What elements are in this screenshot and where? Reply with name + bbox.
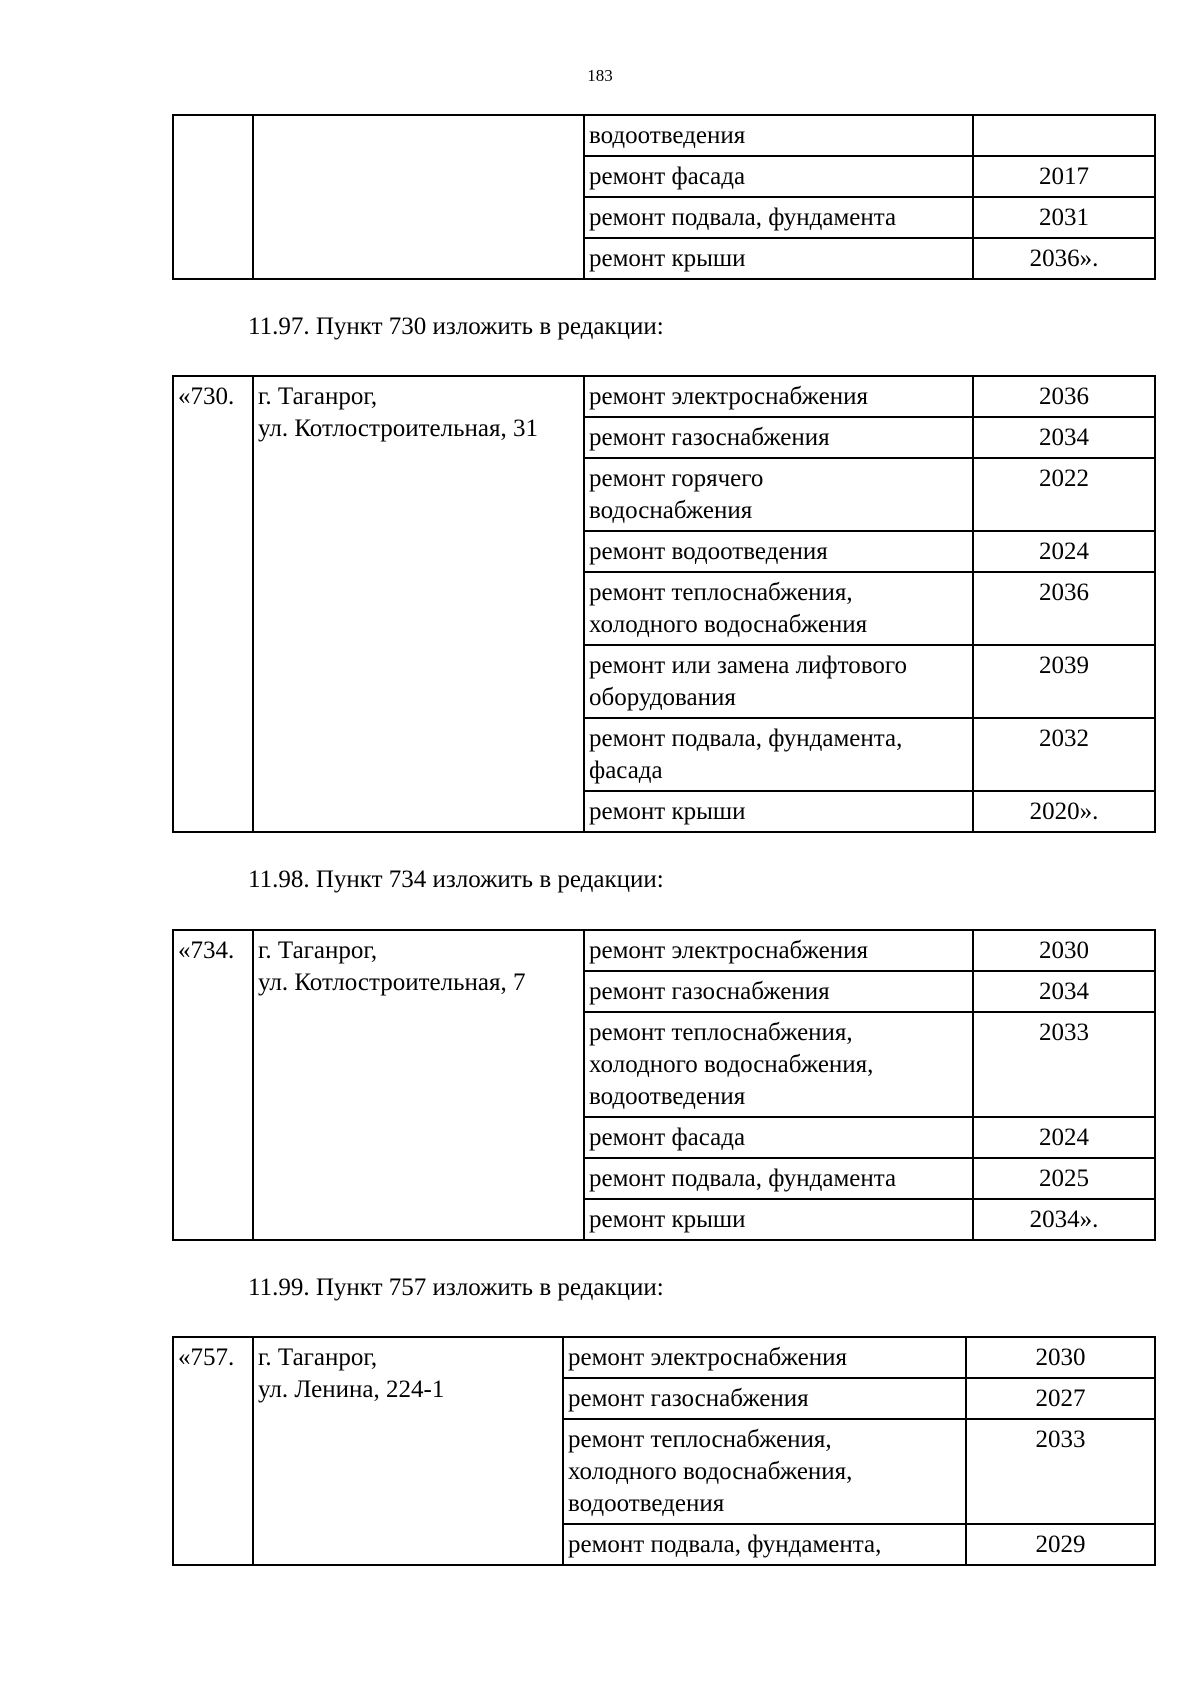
work-type-cell <box>584 156 973 197</box>
address-cell <box>253 930 584 1240</box>
work-type: ремонт электроснабжения <box>568 1344 847 1371</box>
section-table <box>172 929 1156 1241</box>
year-cell <box>973 376 1155 417</box>
item-number: «730. <box>178 383 235 410</box>
year-value: 2031 <box>1039 204 1089 231</box>
year-value: 2032 <box>1039 725 1089 752</box>
work-type: ремонт горячего <box>589 465 764 492</box>
work-type: холодного водоснабжения, <box>589 1051 874 1078</box>
section-heading: 11.99. Пункт 757 изложить в редакции: <box>248 1274 664 1301</box>
work-type-cell <box>584 718 973 791</box>
work-type: ремонт или замена лифтового <box>589 652 907 679</box>
year-value: 2025 <box>1039 1165 1089 1192</box>
work-type-cell <box>584 791 973 832</box>
work-type-cell <box>563 1378 966 1419</box>
work-type: водоснабжения <box>589 497 753 524</box>
year-cell <box>973 156 1155 197</box>
item-number-cell <box>173 115 253 279</box>
work-type: ремонт водоотведения <box>589 538 828 565</box>
year-value: 2036 <box>1039 579 1089 606</box>
year-value: 2034 <box>1039 978 1089 1005</box>
item-number-cell <box>173 376 253 832</box>
item-number: «734. <box>178 937 235 964</box>
work-type: ремонт газоснабжения <box>568 1385 809 1412</box>
year-cell <box>973 971 1155 1012</box>
year-cell <box>973 531 1155 572</box>
item-number-cell <box>173 1337 253 1565</box>
year-cell <box>973 791 1155 832</box>
work-type: ремонт фасада <box>589 1124 746 1151</box>
year-cell <box>973 645 1155 718</box>
work-type-cell <box>584 376 973 417</box>
address-line: ул. Ленина, 224-1 <box>258 1376 445 1403</box>
year-value: 2033 <box>1039 1019 1089 1046</box>
year-cell <box>966 1524 1155 1565</box>
work-type: ремонт подвала, фундамента <box>589 1165 897 1192</box>
section-heading: 11.97. Пункт 730 изложить в редакции: <box>248 313 664 340</box>
table-row <box>173 115 1155 156</box>
work-type: водоотведения <box>589 1083 746 1110</box>
year-value: 2034 <box>1039 424 1089 451</box>
continuation-table-body <box>173 115 1155 279</box>
work-type: ремонт крыши <box>589 1206 746 1233</box>
address-line: г. Таганрог, <box>258 937 378 964</box>
year-cell <box>973 930 1155 971</box>
work-type-cell <box>584 1012 973 1117</box>
year-cell <box>973 417 1155 458</box>
work-type: ремонт электроснабжения <box>589 383 868 410</box>
work-type: холодного водоснабжения, <box>568 1458 853 1485</box>
work-type-cell <box>584 458 973 531</box>
continuation-table <box>172 114 1156 280</box>
year-cell <box>973 718 1155 791</box>
address-cell <box>253 115 584 279</box>
address-line: г. Таганрог, <box>258 383 378 410</box>
year-value: 2030 <box>1035 1344 1086 1371</box>
work-type: ремонт подвала, фундамента, <box>589 725 903 752</box>
work-type: ремонт теплоснабжения, <box>568 1426 832 1453</box>
work-type: ремонт крыши <box>589 245 746 272</box>
year-value: 2030 <box>1039 937 1089 964</box>
year-value: 2020». <box>1029 798 1099 825</box>
work-type: ремонт подвала, фундамента, <box>568 1531 882 1558</box>
work-type: водоотведения <box>589 122 746 149</box>
year-value: 2017 <box>1039 163 1089 190</box>
table-row <box>173 1337 1155 1378</box>
work-type-cell <box>584 645 973 718</box>
year-cell <box>973 1117 1155 1158</box>
year-cell <box>973 458 1155 531</box>
year-value: 2036». <box>1029 245 1099 272</box>
work-type-cell <box>584 417 973 458</box>
year-cell <box>966 1378 1155 1419</box>
work-type: ремонт фасада <box>589 163 746 190</box>
work-type-cell <box>584 572 973 645</box>
address-cell <box>253 1337 563 1565</box>
year-cell <box>973 1199 1155 1240</box>
work-type: ремонт подвала, фундамента <box>589 204 897 231</box>
year-cell <box>973 572 1155 645</box>
address-line: ул. Котлостроительная, 7 <box>258 969 526 996</box>
work-type-cell <box>584 115 973 156</box>
work-type-cell <box>584 1158 973 1199</box>
year-value: 2034». <box>1029 1206 1099 1233</box>
work-type: водоотведения <box>568 1490 725 1517</box>
section-table <box>172 375 1156 833</box>
address-line: г. Таганрог, <box>258 1344 378 1371</box>
work-type-cell <box>563 1419 966 1524</box>
work-type: холодного водоснабжения <box>589 611 868 638</box>
year-cell <box>966 1337 1155 1378</box>
year-value: 2022 <box>1039 465 1089 492</box>
work-type: ремонт электроснабжения <box>589 937 868 964</box>
work-type-cell <box>584 1199 973 1240</box>
work-type: ремонт теплоснабжения, <box>589 1019 853 1046</box>
work-type: ремонт крыши <box>589 798 746 825</box>
work-type-cell <box>584 238 973 279</box>
year-cell <box>973 197 1155 238</box>
work-type: фасада <box>589 757 663 784</box>
work-type: ремонт газоснабжения <box>589 978 830 1005</box>
section-heading: 11.98. Пункт 734 изложить в редакции: <box>248 866 664 893</box>
table-row <box>173 376 1155 417</box>
year-value: 2027 <box>1035 1385 1086 1412</box>
address-cell <box>253 376 584 832</box>
year-value: 2024 <box>1039 538 1089 565</box>
work-type: ремонт газоснабжения <box>589 424 830 451</box>
year-cell <box>973 1158 1155 1199</box>
work-type-cell <box>584 531 973 572</box>
address-line: ул. Котлостроительная, 31 <box>258 415 538 442</box>
work-type-cell <box>584 197 973 238</box>
year-value: 2029 <box>1035 1531 1086 1558</box>
item-number: «757. <box>178 1344 235 1371</box>
year-cell <box>973 115 1155 156</box>
year-cell <box>973 238 1155 279</box>
section-table <box>172 1336 1156 1566</box>
work-type: ремонт теплоснабжения, <box>589 579 853 606</box>
work-type-cell <box>584 1117 973 1158</box>
year-cell <box>966 1419 1155 1524</box>
table-row <box>173 930 1155 971</box>
year-value: 2036 <box>1039 383 1089 410</box>
work-type-cell <box>563 1524 966 1565</box>
work-type-cell <box>563 1337 966 1378</box>
work-type-cell <box>584 971 973 1012</box>
work-type-cell <box>584 930 973 971</box>
work-type: оборудования <box>589 684 736 711</box>
item-number-cell <box>173 930 253 1240</box>
year-cell <box>973 1012 1155 1117</box>
page-number: 183 <box>587 66 613 85</box>
year-value: 2024 <box>1039 1124 1089 1151</box>
year-value: 2039 <box>1039 652 1089 679</box>
year-value: 2033 <box>1035 1426 1086 1453</box>
